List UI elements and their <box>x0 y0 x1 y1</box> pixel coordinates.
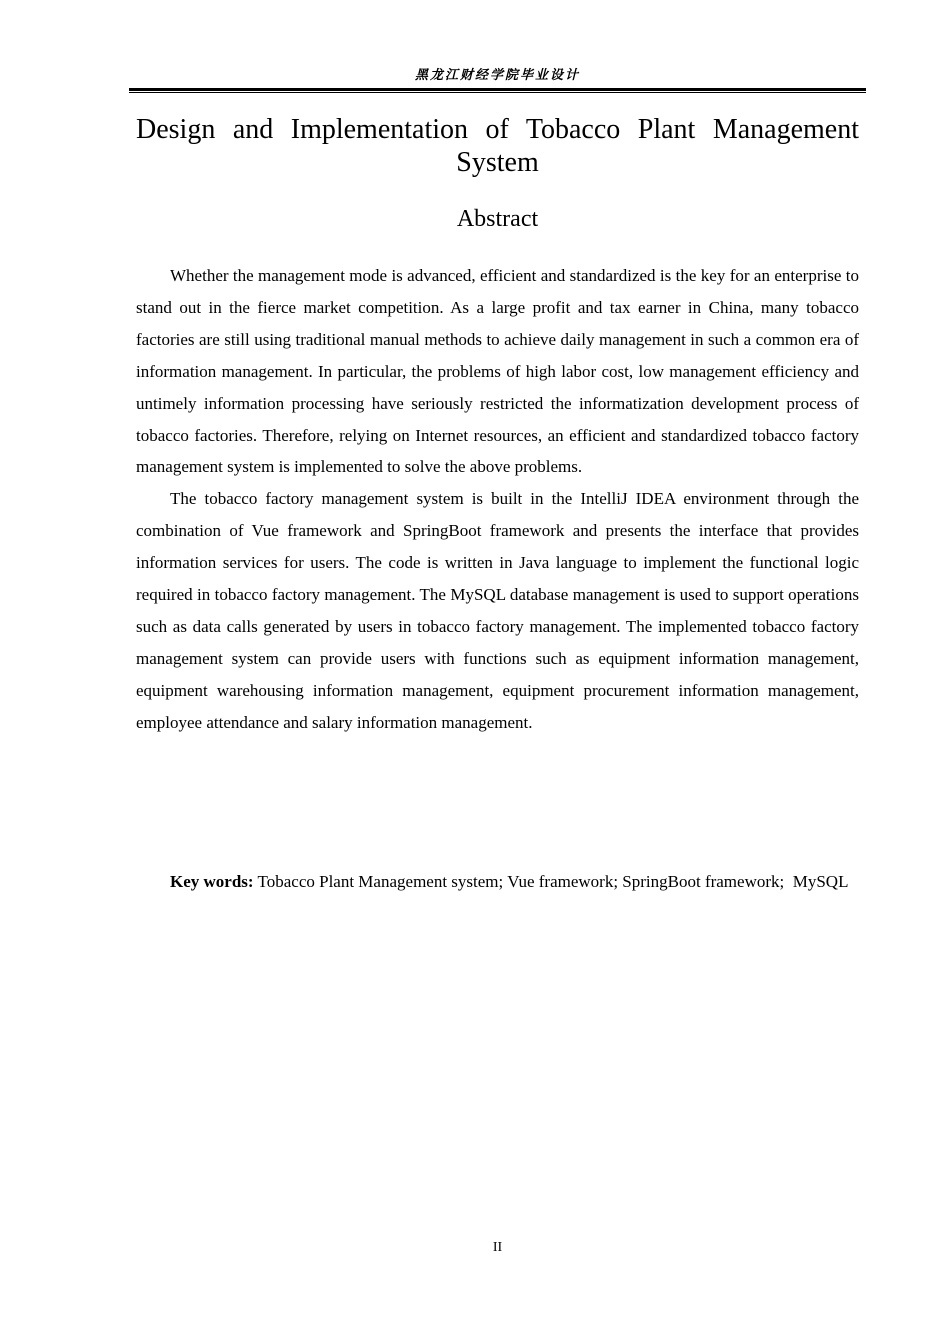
document-title: Design and Implementation of Tobacco Plant Management System <box>136 114 859 178</box>
header-rule-thick <box>129 88 866 91</box>
keywords-line <box>136 866 859 898</box>
page-header: 黑龙江财经学院毕业设计 <box>414 68 580 83</box>
keywords-label: Key words: <box>170 872 254 891</box>
abstract-paragraph-2: The tobacco factory management system is built in the IntelliJ IDEA environment through the combination of Vue framework and SpringBoot framework and presents the interface that provides information services for users. The code is written in Java language to implement the functional logic required in tobacco factory management. The MySQL database management is used to support operations such as data calls generated by users in tobacco factory management. The implemented tobacco factory management system can provide users with functions such as equipment information management, equipment warehousing information management, equipment procurement information management, employee attendance and salary information management. <box>136 489 859 732</box>
page-number: II <box>492 1240 503 1255</box>
keywords-text: Tobacco Plant Management system; Vue framework; SpringBoot framework; MySQL <box>257 872 849 891</box>
abstract-body <box>136 260 859 739</box>
header-rule-thin <box>129 92 866 93</box>
abstract-paragraph-1: Whether the management mode is advanced, efficient and standardized is the key for an enterprise to stand out in the fierce market competition. As a large profit and tax earner in China, many tobacco factories are still using traditional manual methods to achieve daily management in such a common era of information management. In particular, the problems of high labor cost, low management efficiency and untimely information processing have seriously restricted the informatization development process of tobacco factories. Therefore, relying on Internet resources, an efficient and standardized tobacco factory management system is implemented to solve the above problems. <box>136 266 859 477</box>
abstract-heading: Abstract <box>456 206 539 232</box>
